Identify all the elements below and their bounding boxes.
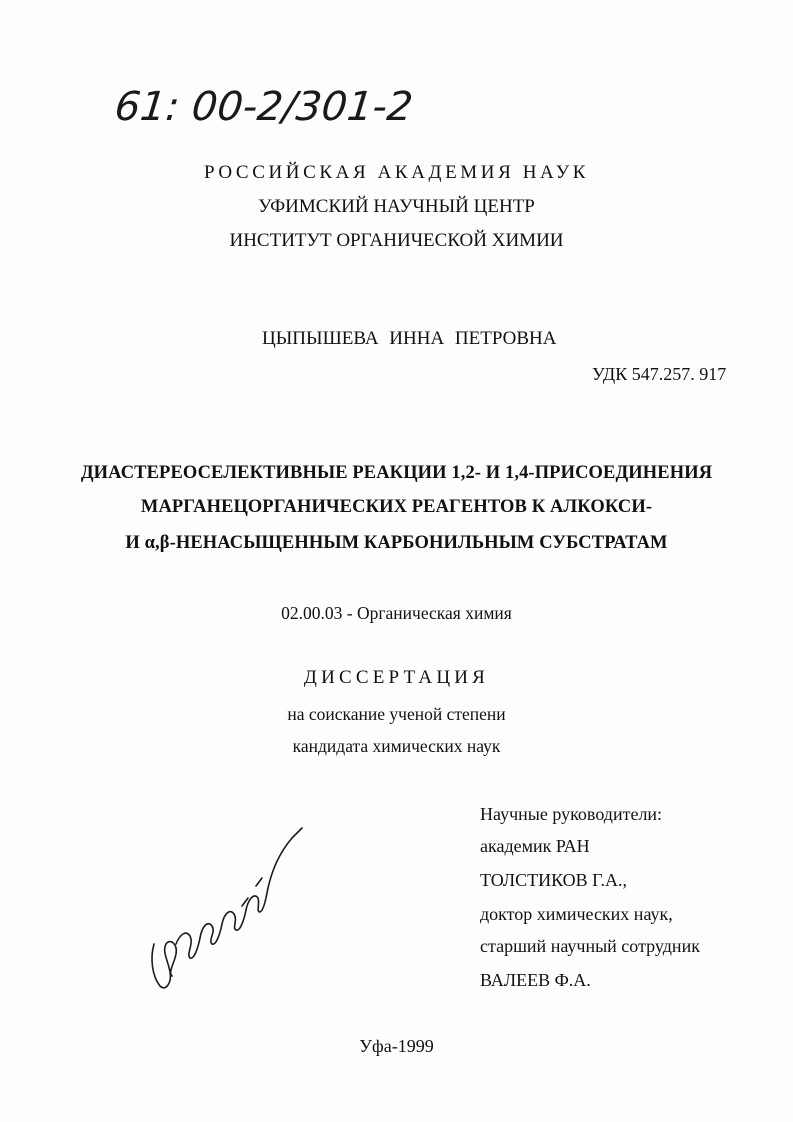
advisor1-title: академик РАН <box>480 836 590 856</box>
academy-name: РОССИЙСКАЯ АКАДЕМИЯ НАУК <box>203 162 590 183</box>
handwritten-signature <box>146 826 306 996</box>
scientific-center-name: УФИМСКИЙ НАУЧНЫЙ ЦЕНТР <box>258 196 535 217</box>
advisor1-name: ТОЛСТИКОВ Г.А., <box>480 870 628 890</box>
degree-line-2: кандидата химических наук <box>292 736 501 756</box>
archive-code-handwritten <box>112 78 458 148</box>
udk-code: УДК 547.257. 917 <box>592 364 727 384</box>
title-line-1: ДИАСТЕРЕОСЕЛЕКТИВНЫЕ РЕАКЦИИ 1,2- И 1,4-ПРИСОЕДИНЕНИЯ <box>80 463 713 483</box>
advisor2-title-1: доктор химических наук, <box>480 904 673 924</box>
specialty: 02.00.03 - Органическая химия <box>281 603 512 623</box>
city-year: Уфа-1999 <box>359 1036 434 1056</box>
dissertation-label: ДИССЕРТАЦИЯ <box>303 667 490 688</box>
signature-svg <box>146 826 306 996</box>
archive-code-text: 61: 00-2/301-2 <box>112 84 415 130</box>
author-name: ЦЫПЫШЕВА ИННА ПЕТРОВНА <box>262 328 557 349</box>
degree-line-1: на соискание ученой степени <box>287 704 506 724</box>
title-line-3: И α,β-НЕНАСЫЩЕННЫМ КАРБОНИЛЬНЫМ СУБСТРАТАМ <box>125 533 668 553</box>
title-line-2: МАРГАНЕЦОРГАНИЧЕСКИХ РЕАГЕНТОВ К АЛКОКСИ- <box>140 497 653 517</box>
advisor2-name: ВАЛЕЕВ Ф.А. <box>480 970 591 990</box>
advisor2-title-2: старший научный сотрудник <box>480 936 700 956</box>
archive-code-svg <box>112 78 458 148</box>
institute-name: ИНСТИТУТ ОРГАНИЧЕСКОЙ ХИМИИ <box>229 230 564 251</box>
advisors-heading: Научные руководители: <box>480 804 663 824</box>
